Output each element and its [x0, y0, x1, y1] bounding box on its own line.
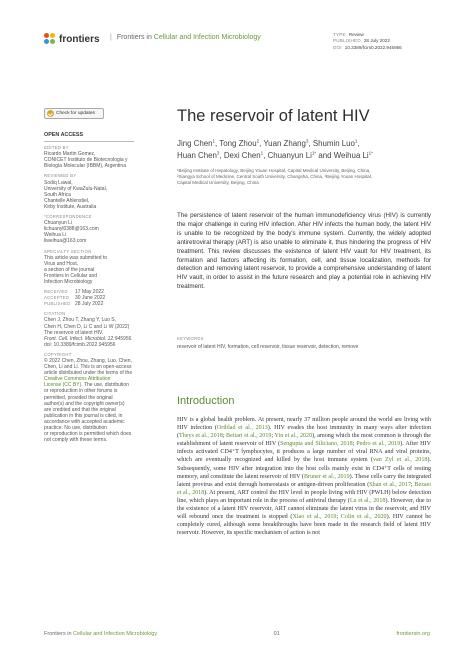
author-affiliation-marker: 1*	[311, 150, 317, 156]
author-list	[177, 138, 437, 162]
citation-link[interactable]: Bruner et al., 2019	[303, 473, 350, 480]
meta-type: TYPE Review	[333, 32, 364, 37]
author-name: Huan Chen	[177, 151, 217, 160]
author-affiliation-marker: 2	[256, 138, 260, 144]
article-title: The reservoir of latent HIV	[177, 107, 370, 125]
specialty-section-block: SPECIALTY SECTION This article was submitted to Virus and Host, a section of the journal Frontiers in Cellular and Infection Microbiology	[44, 248, 108, 285]
author-affiliation-marker: 1	[260, 150, 264, 156]
meta-published: PUBLISHED 28 July 2022	[333, 38, 390, 44]
authors-line-2: Huan Chen$^3$, Dexi Chen$^1$, Chuanyun $Li^{1*}$ and Weihua $Li^{1*}$	[177, 150, 373, 160]
body-text-run: ). These cells carry the integrated latent provirus and exist through homeostasis or antigen-driven proliferation (	[177, 473, 431, 488]
citation-block: CITATION Chen J, Zhou T, Zhang Y, Luo S, Chen H, Chen D, Li C and Li W (2022) The reservoir of latent HIV. Front. Cell. Infect. Microbiol. 12:945956. doi: 10.3389/fcimb.2022.945956	[44, 311, 133, 348]
open-access-label: OPEN ACCESS	[44, 132, 84, 138]
author-name: Yuan Zhang	[263, 139, 306, 148]
body-text-run: ). HIV cannot be completely cured, although some breakthroughs have been made in the research field of latent HIV reservoir. However, its specific mechanism of action is not	[177, 514, 431, 537]
frontiers-logo[interactable]	[44, 33, 100, 45]
body-text-run: ;	[410, 481, 415, 488]
citation-link[interactable]: Colin et al., 2020	[340, 514, 387, 521]
body-text-run: ). After HIV infects activated CD4⁺T lymphocytes, it produces a large number of viral RNA and viral proteins, which are eventually recognized and killed by the host immune system (	[177, 441, 431, 464]
citation-link[interactable]: Bezaei et al., 2018	[177, 481, 431, 496]
article-sidebar	[44, 132, 134, 447]
logo-text: frontiers	[59, 33, 100, 45]
citation-link[interactable]: van Zyl et al., 2018	[372, 457, 428, 464]
cc-license-link[interactable]: License (CC BY).	[44, 382, 83, 389]
email-link[interactable]: lichuanyl0388@163.com	[44, 226, 99, 233]
body-text-run: ;	[222, 433, 227, 440]
author-name: Chuanyun Li	[267, 151, 312, 160]
author-name: Tong Zhou	[219, 139, 257, 148]
body-text-run: ;	[336, 514, 341, 521]
divider	[44, 141, 134, 142]
journal-name: | Frontiers in Cellular and Infection Microbiology	[110, 34, 261, 41]
section-heading-introduction: Introduction	[177, 395, 235, 407]
reviewed-by-block: REVIEWED BY Sodiq Lawal, University of KwaZulu-Natal, South Africa Chantelle Ahlenstiel, Kirby Institute, Australia	[44, 173, 108, 210]
keywords-label: KEYWORDS	[177, 336, 204, 341]
author-affiliation-marker: 1	[354, 138, 358, 144]
author-affiliation-marker: 1	[212, 138, 216, 144]
page-footer	[44, 631, 430, 637]
citation-link[interactable]: Lu et al., 2018	[349, 497, 386, 504]
author-name: Dexi Chen	[223, 151, 261, 160]
body-text-run: ), among which the most common is through the establishment of latent reservoir of HIV (	[177, 433, 432, 448]
page-number: 01	[273, 631, 280, 637]
dates-block	[44, 289, 134, 307]
copyright-block: COPYRIGHT © 2022 Chen, Zhou, Zhang, Luo, Chen, Chen, Li and Li. This is an open-access article distributed under the terms of the Creative Commons Attribution License (CC BY). The use, distribution or reproduction in other forums is permitted, provided the original author(s) and the copyright owner(s) are credited and that the original publication in this journal is cited, in accordance with accepted academic practice. No use, distribution or reproduction is permitted which does not comply with these terms.	[44, 351, 133, 444]
affiliations: ¹Beijing Institute of Hepatology, Beijing Youan Hospital, Capital Medical University, Beijing, China, ²Xiangya School of Medicine, Central South University, Changsha, China, ³Beijing Youan Hospital, Capital Medical University, Beijing, China	[177, 168, 373, 185]
citation-link[interactable]: Theys et al., 2018	[179, 433, 223, 440]
author-name: Shumin Luo	[312, 139, 355, 148]
citation-link[interactable]: Shan et al., 2017	[369, 481, 411, 488]
received-date: RECEIVED 17 May 2022	[44, 289, 104, 296]
author-affiliation-marker: 1*	[368, 150, 373, 156]
body-text-run: ). However, due to the existence of a latent HIV reservoir, ART cannot eliminate the latent virus in the reservoir, and HIV will rebound once the treatment is stopped (	[177, 497, 431, 521]
body-text-run: ;	[352, 441, 357, 448]
journal-title: Cellular and Infection Microbiology	[153, 34, 261, 41]
check-updates-label: Check for updates	[56, 111, 95, 116]
body-text-run: ). At present, ART control the HIV level in people living with HIV (PWLH) below detection line, which plays an important role in the process of antiviral therapy (	[177, 489, 431, 504]
abstract: The persistence of latent reservoir of the human immunodeficiency virus (HIV) is currently the major challenge in curing HIV infection. After HIV infects the human body, the latent HIV is unable to be recognized by the body's immune system. Currently, the widely adopted antiretroviral therapy (ART) is also unable to eliminate it, thus hindering the progress of HIV treatment. This review discusses the existence of latent HIV vault for HIV treatment, its formation and factors affecting its formation, cell, and tissue localization, methods for detection and removing latent reservoir, to provide a comprehensive understanding of latent HIV vault, in order to assist in the future research and play a potential role in achieving HIV treatment.	[177, 212, 431, 291]
article-meta	[333, 32, 402, 51]
email-link[interactable]: liweihua@163.com	[44, 238, 87, 245]
check-updates-icon	[47, 110, 54, 117]
author-affiliation-marker: 3	[305, 138, 309, 144]
body-text-run: ). Subsequently, some HIV after integration into the host cells mainly exist in CD4⁺T cells of resting memory, and constitute the latent reservoir of HIV (	[177, 457, 431, 480]
body-text-run: ). HIV evades the host immunity in many ways after infection (	[177, 425, 431, 440]
accepted-date: ACCEPTED 30 June 2022	[44, 295, 106, 302]
citation-link[interactable]: Pedro et al., 2019	[356, 441, 401, 448]
keywords-list: reservoir of latent HIV, formation, cell reservoir, tissue reservoir, detection, remove	[177, 344, 359, 350]
citation-link[interactable]: Xiao et al., 2019	[292, 514, 337, 521]
correspondence-block: *CORRESPONDENCE Chuanyun Li lichuanyl0388@163.com Weihua Li liweihua@163.com	[44, 214, 134, 244]
cc-license-link[interactable]: Creative Commons Attribution	[44, 376, 111, 383]
published-date: PUBLISHED 28 July 2022	[44, 301, 104, 308]
page-header	[0, 0, 474, 80]
journal-prefix: Frontiers in	[116, 34, 154, 41]
authors-line-1: Jing Chen$^1$, Tong Zhou$^2$, Yuan Zhang$^3$, Shumin Luo$^1$,	[177, 138, 360, 148]
author-name: Weihua Li	[333, 151, 369, 160]
footer-journal: Frontiers in Cellular and Infection Microbiology	[44, 631, 158, 637]
edited-by-block: EDITED BY Ricardo Martin Gomez, CONICET Instituto de Biotecnologia y Biología Molecular (IBBM), Argentina	[44, 145, 128, 170]
check-for-updates-button[interactable]	[44, 108, 104, 119]
keywords	[177, 336, 358, 350]
body-text-run: HIV is a global health problem. At present, nearly 37 million people around the world are living with HIV infection (	[177, 417, 431, 432]
citation-link[interactable]: Ortblad et al., 2013	[216, 425, 268, 432]
citation-link[interactable]: Yin et al., 2020	[274, 433, 313, 440]
author-affiliation-marker: 3	[216, 150, 220, 156]
introduction-body	[177, 416, 431, 537]
citation-link[interactable]: Sengupta and Siliciano, 2018	[280, 441, 353, 448]
footer-site-link[interactable]: frontiersin.org	[396, 631, 430, 637]
author-name: Jing Chen	[177, 139, 213, 148]
meta-doi: DOI 10.3389/fcimb.2022.945956	[333, 44, 402, 50]
frontiers-logo-icon	[44, 33, 56, 45]
body-text-run: ;	[271, 433, 275, 440]
citation-link[interactable]: Beitari et al., 2019	[226, 433, 272, 440]
